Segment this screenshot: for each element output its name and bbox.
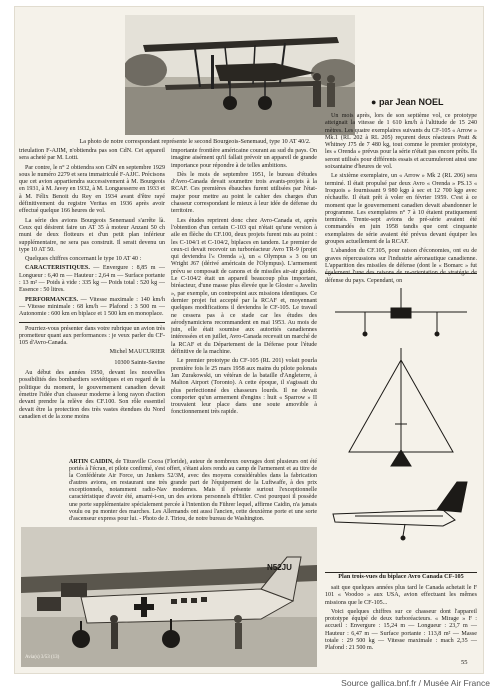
cf105-drawing bbox=[325, 274, 477, 572]
col2-paragraph: Les études reprirent donc chez Avro-Canada et, après l'obtention d'un certain C-103 qui n'était qu'une version à aile en flèche du CF.100, deux projets furent mis au point : les C-104/1 et C-104/2, biplaces en tandem. Le premier de ceux-ci devait recevoir un turboréacteur Avro TR-9 (projet qui deviendra l'« Orenda »), un « Olympus » 3 ou un Wright J67 (dérivé américain de l'Olympus). L'armement prévu se composait de canons et de missiles air-air guidés. Le C-104/2 était un appareil beaucoup plus important, biréacteur, d'une masse plus élevée que le Gloster « Javelin », par exemple, un contrepoint aux missions identiques. Ce dernier projet fut accepté par la RCAF et, moyennant quelques modifications il deviendra le CF-105. Le travail ne cessera pas à ce stade car les études des aérodynamiciens recommandent en mai 1953. Au mois de juin, elle était soumise aux autorités canadiennes intéressées et en juillet, Avro-Canada recevait un marché de la RCAF et du Département de la Défense pour l'étude définitive de la machine. bbox=[171, 217, 317, 356]
characteristics-text: — Envergure : 8,85 m — Longueur : 6,40 m — Hauteur : 2,64 m — Surface portante : 13 m² — Poids à vide : 335 kg — Poids total : 520 kg — Essence : 50 litres. bbox=[19, 265, 165, 294]
col3-paragraph: Voici quelques chiffres sur ce chasseur dont l'appareil prototype équipé de deux turboréacteurs. « Mirage » F : accueil : Envergure : 15,24 m — Longueur : 23,7 m — Hauteur : 6,47 m — Surface portante : 113,8 m² — Masse totale : 29 500 kg — Vitesse maximale : mach 2,35 — Plafond : 21 500 m. bbox=[325, 608, 477, 652]
bottom-caption-lead: ARTIN CAIDIN, bbox=[69, 459, 114, 465]
performances-text: — Vitesse maximale : 140 km/h — Vitesse minimale : 68 km/h — Plafond : 3 500 m — Autonomie : 600 km en biplace et 1 500 km en monoplace. bbox=[19, 296, 166, 318]
col1-specs bbox=[19, 265, 165, 294]
magazine-page bbox=[14, 6, 484, 674]
junkers-photo bbox=[21, 527, 317, 667]
source-attribution: Source gallica.bnf.fr / Musée Air France bbox=[341, 678, 490, 688]
col2-paragraph: Dès le mois de septembre 1951, le bureau d'études d'Avro-Canada devait soumettre trois avants-projets à la RCAF. Ces premières ébauches furent utilisées par l'état-major pour mettre au point le cahier des charges d'un chasseur correspondant le mieux à leur idée de défense du territoire. bbox=[171, 171, 317, 215]
bottom-caption-body: de Titusville Cocoa (Floride), auteur de nombreux ouvrages dont plusieurs ont été portés à l'écran, et pilote confirmé, s'est offert, s'étant alors rendu au camp de l'armement et au titre de la Confédérate Air Force, un Junkers 52/3M, avec des moyens considérables dans la fabrication d'autres avions, en restaurant une très grande part de l'équipement de la Luftwaffe, à des prix exceptionnels, notamment radio-Nav modernes. Mais il présente surtout l'exceptionnelle caractéristique d'avoir été, amarré-t-on, un des avions personnels d'Hitler. C'est pourquoi il possède une porte supplémentaire spécialement percée à l'intention du Führer lequel, affirme Caidin, n'a jamais voulu ou pu monter des marches. Les Allemands ont aussi l'ancien, cette deuxième porte et une sorte d'ascenseur express pour lui. - Photo de J. Tiriou, de notre bureau de Washington. bbox=[69, 459, 318, 522]
col3-paragraph: L'abandon du CF.105, pour raison d'économies, ont eu de graves répercussions sur l'industrie aéronautique canadienne. L'apparition des missiles de défense (dont le « Bomarc » fut également l'une des raisons de re-orientation de stratégie de défense du pays. Cependant, on bbox=[325, 248, 477, 284]
bottom-caption bbox=[69, 459, 317, 525]
divider bbox=[19, 322, 165, 323]
col1-paragraph: La série des avions Bourgeois Senemaud s'arrête là. Ceux qui désirent faire un AT 35 à moteur Anzani 50 ch muni de deux flotteurs et d'un petit plan inférieur supplémentaire, ne sera pas construit. Il serait devenu un type 10 AT 50. bbox=[19, 217, 165, 253]
byline-bullet-icon: ● bbox=[371, 97, 379, 107]
junkers-illustration bbox=[21, 527, 317, 667]
byline-text: par Jean NOEL bbox=[378, 97, 444, 107]
col1-paragraph: Au début des années 1950, devant les nouvelles possibilités des bombardiers soviétiques et en regard de la politique du moment, le gouvernement canadien devait émettre l'idée d'un chasseur moderne à long rayon d'action devant prendre la relève des CF.100. Son rôle essentiel devait être la protection des très vastes étendues du Nord canadien et de la zone moins bbox=[19, 370, 165, 420]
page-number: 55 bbox=[461, 659, 468, 666]
column-3-bottom bbox=[325, 585, 477, 655]
col2-paragraph: Le premier prototype du CF-105 (RL 201) volait pourla première fois le 25 mars 1958 aux mains du pilote polonais Jan Zurakowski, un vétéran de la bataille d'Angleterre, à Malton Airport (Toronto). A cette époque, il s'agissait du plus perfectionné des chasseurs lourds. Il ne devait comporter qu'un armement d'engins : huit « Sparrow » II trouvaient leur place dans une soute amovible à fonctionnement très rapide. bbox=[171, 358, 317, 416]
col1-paragraph: trieulation F-AJIM, n'obtiendra pas son CdN. Cet appareil sera acheté par M. Lotti. bbox=[19, 148, 165, 162]
reader-city: 10300 Sainte-Savine bbox=[114, 359, 165, 366]
col1-paragraph: Par contre, le n° 2 obtiendra son CdN en septembre 1929 sous le numéro 2279 et sera immatriculé F-AJJC. Précisons que cet avion appartiendra successivement à M. Bourgeois en 1931, à M. Javey en 1932, à M. Longuesserre en 1933 et à M. Félix Benoit du Rey en 1934 avant d'être rayé définitivement du registre Veritas en 1936 après avoir effectué quelque 166 heures de vol. bbox=[19, 164, 165, 215]
reader-name: Michel MAUCURIER bbox=[109, 349, 165, 356]
column-1 bbox=[19, 148, 165, 423]
drawing-caption: Plan trois-vues du biplace Avro Canada CF-105 bbox=[338, 573, 464, 580]
registration-marking: N52JU bbox=[267, 563, 292, 572]
biplane-photo bbox=[125, 15, 355, 135]
author-byline bbox=[371, 97, 481, 107]
column-3 bbox=[325, 113, 477, 287]
col2-paragraph: importante frontière américaine courant au sud du pays. On imagine aisément qu'il fallait prévoir un appareil de grande importance pour répondre à de telles ambitions. bbox=[171, 148, 317, 169]
characteristics-heading: CARACTERISTIQUES. bbox=[25, 265, 90, 272]
bottom-caption-text bbox=[69, 459, 317, 523]
top-photo-caption: La photo de notre correspondant représente le second Bourgeois-Senemaud, type 10 AT 40/2. bbox=[79, 138, 311, 145]
biplane-illustration bbox=[125, 15, 355, 135]
col3-paragraph: sait que quelques années plus tard le Canada achetait le F 101 « Voodoo » aux USA, avion effectuant les mêmes missions que le CF-105... bbox=[325, 585, 477, 606]
col1-paragraph: Quelques chiffres concernant le type 10 AT 40 : bbox=[25, 256, 142, 263]
column-2 bbox=[171, 148, 317, 419]
col3-paragraph: Le sixième exemplaire, un « Arrow » Mk 2 (RL 206) sera terminé. Il était propulsé par deux Avro « Orenda » PS.13 « Iroquois » fournissant 9 980 kgp à sec et 12 700 kgp avec réchauffe. Il était prêt à voler en février 1959. C'est à ce moment que le gouvernement canadien devait abandonner le programme. Les exemplaires n° 7 à 10 étaient pratiquement terminés. Trente-sept avions de pré-série avaient été commandés en juin 1958 tandis que cent cinquante exemplaires de série avaient été prévus devant équiper les groupes actuellement de la RCAF. bbox=[325, 173, 477, 246]
col3-paragraph: Un mois après, lors de son septième vol, ce prototype atteignait la vitesse de 1 610 km/h à l'altitude de 15 240 mètres. Les quatre exemplaires suivants du CF-105 « Arrow » Mk.1 (RL 202 à RL 205) reçurent deux réacteurs Pratt & Whitney J75 de 7 480 kg, tout comme le premier prototype, les « Orenda » prévus pour la série n'était pas encore prêts. Ils seront utilisés pour différents essais et accumuleront ainsi une soixantaine d'heures de vol. bbox=[325, 113, 477, 171]
col1-specs bbox=[19, 297, 165, 319]
performances-heading: PERFORMANCES. bbox=[25, 296, 78, 303]
three-view-drawing bbox=[325, 273, 477, 573]
reader-question: Pourriez-vous présenter dans votre rubrique un avion très prometteur quant aux performances : je veux parler du CF-105 d'Avro-Canada. bbox=[19, 325, 165, 347]
photo-credit: Avia(s) 3/53 (13) bbox=[25, 655, 60, 660]
